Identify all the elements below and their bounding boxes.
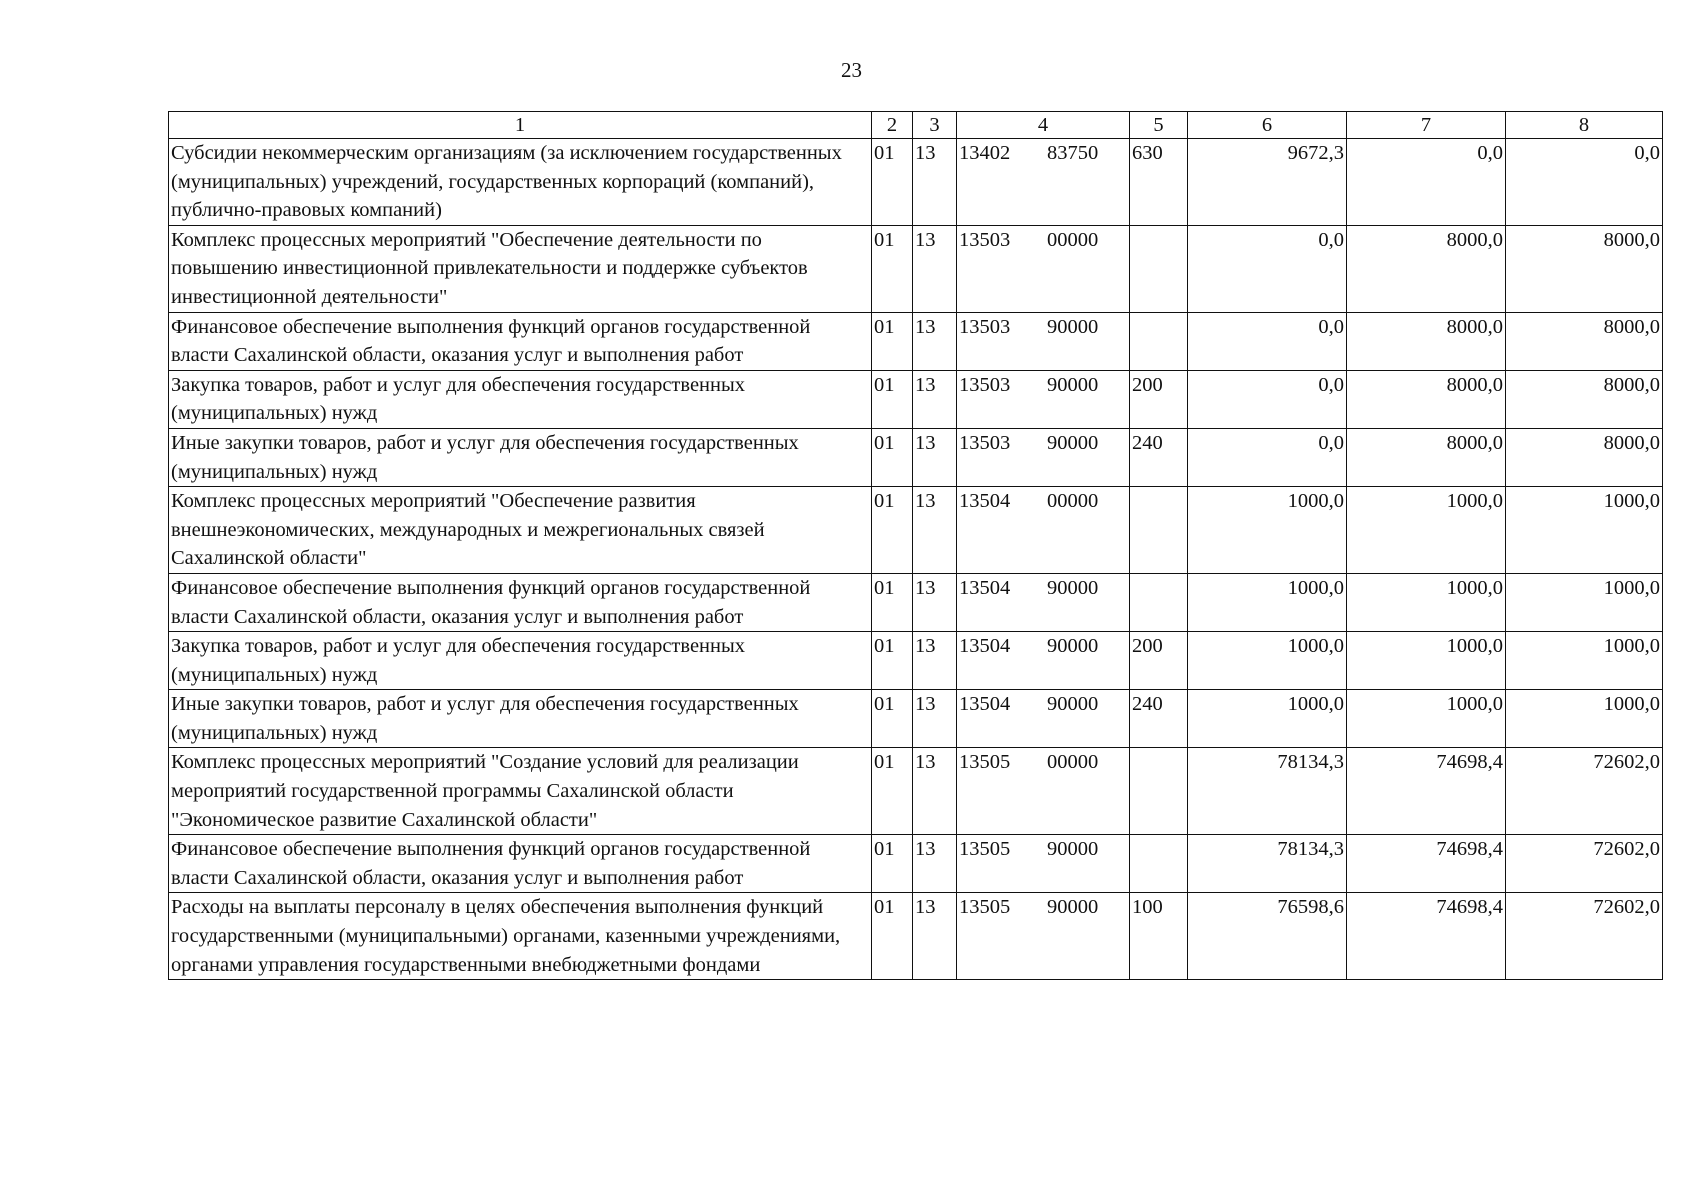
- subsection-code-cell: 13: [913, 139, 957, 226]
- amount-col6-cell: 1000,0: [1188, 573, 1347, 631]
- target-program-code: 13503: [959, 431, 1011, 454]
- target-article-cell: [957, 748, 1130, 835]
- target-article-cell: [957, 370, 1130, 428]
- table-row: [169, 428, 1663, 486]
- expense-name-cell: Комплекс процессных мероприятий "Создание условий для реализации мероприятий государственной программы Сахалинской области "Экономическое развитие Сахалинской области": [169, 748, 872, 835]
- amount-col7-cell: 74698,4: [1347, 835, 1506, 893]
- target-direction-code: 90000: [1047, 838, 1099, 861]
- column-header-5: 5: [1130, 112, 1188, 139]
- expense-name-cell: Комплекс процессных мероприятий "Обеспечение деятельности по повышению инвестиционной привлекательности и поддержке субъектов инвестиционной деятельности": [169, 225, 872, 312]
- target-article-cell: [957, 690, 1130, 748]
- table-row: [169, 632, 1663, 690]
- amount-col7-cell: 74698,4: [1347, 748, 1506, 835]
- target-direction-code: 00000: [1047, 490, 1099, 513]
- target-program-code: 13503: [959, 228, 1011, 251]
- amount-col8-cell: 72602,0: [1506, 893, 1663, 980]
- target-program-code: 13505: [959, 751, 1011, 774]
- section-code-cell: 01: [872, 312, 913, 370]
- amount-col7-cell: 74698,4: [1347, 893, 1506, 980]
- section-code-cell: 01: [872, 690, 913, 748]
- page-number: 23: [841, 58, 862, 82]
- section-code-cell: 01: [872, 225, 913, 312]
- section-code-cell: 01: [872, 835, 913, 893]
- amount-col8-cell: 8000,0: [1506, 428, 1663, 486]
- amount-col8-cell: 72602,0: [1506, 835, 1663, 893]
- subsection-code-cell: 13: [913, 835, 957, 893]
- target-program-code: 13504: [959, 693, 1011, 716]
- budget-table: [168, 111, 1663, 980]
- amount-col7-cell: 1000,0: [1347, 573, 1506, 631]
- target-direction-code: 90000: [1047, 576, 1099, 599]
- target-direction-code: 00000: [1047, 751, 1099, 774]
- target-direction-code: 90000: [1047, 315, 1099, 338]
- target-direction-code: 90000: [1047, 693, 1099, 716]
- target-article-cell: [957, 428, 1130, 486]
- expense-type-cell: [1130, 487, 1188, 574]
- expense-type-cell: 240: [1130, 690, 1188, 748]
- target-direction-code: 83750: [1047, 142, 1099, 164]
- amount-col7-cell: 1000,0: [1347, 690, 1506, 748]
- expense-type-cell: 630: [1130, 139, 1188, 226]
- expense-type-cell: [1130, 225, 1188, 312]
- expense-name-cell: Закупка товаров, работ и услуг для обеспечения государственных (муниципальных) нужд: [169, 632, 872, 690]
- amount-col7-cell: 8000,0: [1347, 428, 1506, 486]
- column-header-3: 3: [913, 112, 957, 139]
- column-header-6: 6: [1188, 112, 1347, 139]
- section-code-cell: 01: [872, 487, 913, 574]
- table-row: [169, 690, 1663, 748]
- subsection-code-cell: 13: [913, 893, 957, 980]
- target-program-code: 13504: [959, 576, 1011, 599]
- table-row: [169, 748, 1663, 835]
- subsection-code-cell: 13: [913, 690, 957, 748]
- subsection-code-cell: 13: [913, 632, 957, 690]
- section-code-cell: 01: [872, 893, 913, 980]
- target-direction-code: 90000: [1047, 373, 1099, 396]
- header-row: [169, 112, 1663, 139]
- expense-type-cell: 100: [1130, 893, 1188, 980]
- expense-type-cell: [1130, 312, 1188, 370]
- column-header-4: 4: [957, 112, 1130, 139]
- table-row: [169, 139, 1663, 226]
- amount-col6-cell: 1000,0: [1188, 690, 1347, 748]
- amount-col6-cell: 9672,3: [1188, 139, 1347, 226]
- table-row: [169, 312, 1663, 370]
- expense-type-cell: [1130, 835, 1188, 893]
- amount-col6-cell: 1000,0: [1188, 632, 1347, 690]
- subsection-code-cell: 13: [913, 748, 957, 835]
- amount-col7-cell: 8000,0: [1347, 225, 1506, 312]
- target-program-code: 13505: [959, 838, 1011, 861]
- expense-type-cell: 200: [1130, 370, 1188, 428]
- amount-col8-cell: 1000,0: [1506, 632, 1663, 690]
- amount-col6-cell: 0,0: [1188, 370, 1347, 428]
- section-code-cell: 01: [872, 139, 913, 226]
- subsection-code-cell: 13: [913, 225, 957, 312]
- table-row: [169, 487, 1663, 574]
- expense-type-cell: 200: [1130, 632, 1188, 690]
- column-header-7: 7: [1347, 112, 1506, 139]
- expense-name-cell: Финансовое обеспечение выполнения функций органов государственной власти Сахалинской области, оказания услуг и выполнения работ: [169, 312, 872, 370]
- target-direction-code: 90000: [1047, 635, 1099, 658]
- expense-type-cell: [1130, 748, 1188, 835]
- amount-col6-cell: 0,0: [1188, 312, 1347, 370]
- amount-col8-cell: 8000,0: [1506, 225, 1663, 312]
- column-header-8: 8: [1506, 112, 1663, 139]
- target-article-cell: [957, 312, 1130, 370]
- amount-col8-cell: 0,0: [1506, 139, 1663, 226]
- amount-col8-cell: 72602,0: [1506, 748, 1663, 835]
- target-program-code: 13402: [959, 142, 1011, 164]
- amount-col6-cell: 0,0: [1188, 428, 1347, 486]
- amount-col8-cell: 1000,0: [1506, 573, 1663, 631]
- target-article-cell: [957, 139, 1130, 226]
- amount-col7-cell: 0,0: [1347, 139, 1506, 226]
- table-row: [169, 573, 1663, 631]
- expense-type-cell: 240: [1130, 428, 1188, 486]
- expense-name-cell: Субсидии некоммерческим организациям (за исключением государственных (муниципальных) учреждений, государственных корпораций (компаний), публично-правовых компаний): [169, 139, 872, 226]
- amount-col6-cell: 78134,3: [1188, 835, 1347, 893]
- expense-type-cell: [1130, 573, 1188, 631]
- expense-name-cell: Финансовое обеспечение выполнения функций органов государственной власти Сахалинской области, оказания услуг и выполнения работ: [169, 835, 872, 893]
- section-code-cell: 01: [872, 428, 913, 486]
- section-code-cell: 01: [872, 748, 913, 835]
- amount-col6-cell: 1000,0: [1188, 487, 1347, 574]
- target-direction-code: 90000: [1047, 431, 1099, 454]
- target-program-code: 13503: [959, 373, 1011, 396]
- target-article-cell: [957, 632, 1130, 690]
- amount-col8-cell: 8000,0: [1506, 370, 1663, 428]
- subsection-code-cell: 13: [913, 312, 957, 370]
- expense-name-cell: Закупка товаров, работ и услуг для обеспечения государственных (муниципальных) нужд: [169, 370, 872, 428]
- table-row: [169, 370, 1663, 428]
- subsection-code-cell: 13: [913, 487, 957, 574]
- subsection-code-cell: 13: [913, 370, 957, 428]
- table-body: [169, 139, 1663, 980]
- target-program-code: 13505: [959, 896, 1011, 919]
- target-direction-code: 00000: [1047, 228, 1099, 251]
- expense-name-cell: Расходы на выплаты персоналу в целях обеспечения выполнения функций государственными (муниципальными) органами, казенными учреждениями, органами управления государственными внебюджетными фондами: [169, 893, 872, 980]
- amount-col7-cell: 8000,0: [1347, 312, 1506, 370]
- amount-col6-cell: 0,0: [1188, 225, 1347, 312]
- amount-col8-cell: 8000,0: [1506, 312, 1663, 370]
- target-program-code: 13504: [959, 635, 1011, 658]
- expense-name-cell: Финансовое обеспечение выполнения функций органов государственной власти Сахалинской области, оказания услуг и выполнения работ: [169, 573, 872, 631]
- table-row: [169, 835, 1663, 893]
- target-article-cell: [957, 225, 1130, 312]
- table-row: [169, 225, 1663, 312]
- amount-col8-cell: 1000,0: [1506, 690, 1663, 748]
- amount-col7-cell: 1000,0: [1347, 487, 1506, 574]
- target-article-cell: [957, 487, 1130, 574]
- subsection-code-cell: 13: [913, 428, 957, 486]
- target-program-code: 13504: [959, 490, 1011, 513]
- subsection-code-cell: 13: [913, 573, 957, 631]
- table-row: [169, 893, 1663, 980]
- amount-col7-cell: 1000,0: [1347, 632, 1506, 690]
- section-code-cell: 01: [872, 573, 913, 631]
- target-article-cell: [957, 573, 1130, 631]
- expense-name-cell: Иные закупки товаров, работ и услуг для обеспечения государственных (муниципальных) нужд: [169, 428, 872, 486]
- column-header-1: 1: [169, 112, 872, 139]
- target-program-code: 13503: [959, 315, 1011, 338]
- target-article-cell: [957, 893, 1130, 980]
- column-header-2: 2: [872, 112, 913, 139]
- amount-col6-cell: 76598,6: [1188, 893, 1347, 980]
- section-code-cell: 01: [872, 370, 913, 428]
- section-code-cell: 01: [872, 632, 913, 690]
- expense-name-cell: Иные закупки товаров, работ и услуг для обеспечения государственных (муниципальных) нужд: [169, 690, 872, 748]
- target-direction-code: 90000: [1047, 896, 1099, 919]
- expense-name-cell: Комплекс процессных мероприятий "Обеспечение развития внешнеэкономических, международных и межрегиональных связей Сахалинской области": [169, 487, 872, 574]
- amount-col6-cell: 78134,3: [1188, 748, 1347, 835]
- target-article-cell: [957, 835, 1130, 893]
- amount-col7-cell: 8000,0: [1347, 370, 1506, 428]
- amount-col8-cell: 1000,0: [1506, 487, 1663, 574]
